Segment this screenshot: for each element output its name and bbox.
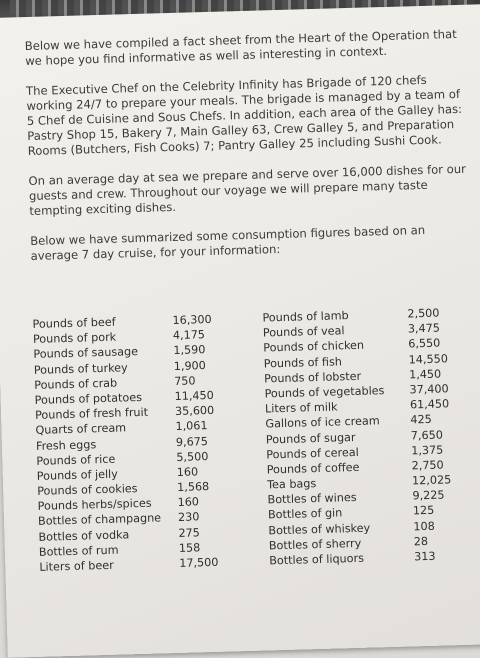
item-label: Fresh eggs (35, 437, 97, 453)
item-label: Bottles of gin (267, 506, 343, 522)
item-label: Pounds of pork (32, 330, 117, 347)
item-label: Pounds of fish (263, 354, 343, 371)
item-value: 37,400 (409, 382, 449, 397)
item-label: Pounds of coffee (266, 460, 360, 477)
item-label: Bottles of rum (38, 543, 119, 559)
item-value: 1,590 (173, 343, 206, 358)
item-value: 275 (178, 525, 200, 540)
item-value: 750 (174, 374, 196, 388)
item-label: Pounds of chicken (263, 339, 365, 355)
item-value: 5,500 (176, 449, 209, 464)
item-value: 2,750 (411, 458, 444, 473)
item-value: 9,225 (412, 488, 445, 503)
intro-paragraph: Below we have compiled a fact sheet from the Heart of the Operation that we hope you find informative as well as interesting in context. (24, 26, 457, 69)
consumption-column-left (32, 311, 249, 575)
fact-sheet-page (0, 4, 480, 658)
item-value: 160 (177, 495, 200, 510)
consumption-column-right (262, 305, 479, 569)
item-label: Pounds of beef (32, 315, 116, 331)
item-value: 12,025 (411, 473, 452, 488)
item-value: 61,450 (409, 397, 450, 412)
consumption-table (32, 305, 480, 607)
item-value: 425 (410, 413, 432, 427)
item-label: Pounds of vegetables (264, 384, 385, 401)
item-value: 125 (412, 504, 435, 518)
item-label: Liters of milk (264, 400, 338, 416)
item-value: 6,550 (408, 336, 441, 351)
item-value: 9,675 (175, 434, 209, 449)
item-value: 313 (414, 549, 436, 564)
dishes-paragraph: On an average day at sea we prepare and serve over 16,000 dishes for our guests and crew. Throughout our voyage we will prepare many taste tempting exciting dishes. (28, 161, 467, 218)
item-value: 1,568 (177, 480, 210, 495)
item-value: 17,500 (179, 555, 219, 570)
item-label: Pounds of crab (34, 376, 118, 392)
item-label: Pounds of fresh fruit (34, 405, 149, 423)
item-label: Bottles of champagne (37, 511, 162, 529)
item-label: Quarts of cream (35, 421, 127, 438)
item-label: Pounds herbs/spices (37, 496, 152, 514)
item-label: Bottles of vodka (38, 527, 130, 544)
item-label: Bottles of wines (267, 491, 357, 507)
text-block (25, 27, 472, 279)
item-label: Bottles of sherry (268, 536, 362, 553)
item-label: Tea bags (266, 477, 317, 492)
item-label: Pounds of cereal (266, 445, 359, 462)
item-value: 160 (176, 465, 199, 479)
item-value: 108 (413, 519, 435, 533)
item-label: Bottles of liquors (269, 551, 365, 568)
item-label: Pounds of turkey (33, 360, 128, 377)
summary-paragraph: Below we have summarized some consumption figures based on an average 7 day cruise, for your information: (30, 222, 426, 263)
item-value: 35,600 (174, 404, 215, 419)
item-value: 28 (413, 534, 429, 549)
item-value: 2,500 (407, 306, 440, 321)
item-value: 11,450 (174, 388, 214, 403)
item-value: 3,475 (407, 321, 441, 336)
item-label: Pounds of lamb (262, 309, 349, 325)
item-label: Bottles of whiskey (268, 521, 371, 538)
item-label: Pounds of cookies (37, 482, 138, 498)
item-value: 1,375 (411, 443, 444, 458)
item-label: Pounds of jelly (36, 467, 118, 483)
item-label: Pounds of sausage (33, 345, 139, 362)
item-label: Pounds of veal (262, 324, 345, 340)
item-value: 230 (177, 510, 200, 525)
item-label: Liters of beer (39, 558, 114, 574)
item-value: 1,900 (173, 358, 206, 373)
brigade-paragraph: The Executive Chef on the Celebrity Infinity has Brigade of 120 chefs working 24/7 to prepare your meals. The brigade is managed by a team of 5 Chef de Cuisine and Sous Chefs. In addition, each area of the Galley has: Pastry Shop 15, Bakery 7, Main Galley 63, Crew Galley 5, and Preparation Rooms (Butchers, Fish Cooks) 7; Pantry Galley 25 including Sushi Cook. (25, 72, 463, 158)
item-value: 1,450 (408, 367, 442, 382)
item-label: Gallons of ice cream (265, 414, 380, 431)
item-label: Pounds of rice (36, 452, 116, 468)
item-value: 7,650 (410, 428, 444, 442)
item-value: 14,550 (408, 351, 449, 367)
item-value: 1,061 (175, 419, 208, 434)
item-label: Pounds of potatoes (34, 390, 143, 407)
item-value: 16,300 (172, 312, 212, 328)
item-label: Pounds of sugar (265, 430, 356, 446)
item-label: Pounds of lobster (263, 369, 362, 386)
item-value: 158 (178, 541, 201, 555)
item-value: 4,175 (172, 328, 206, 343)
